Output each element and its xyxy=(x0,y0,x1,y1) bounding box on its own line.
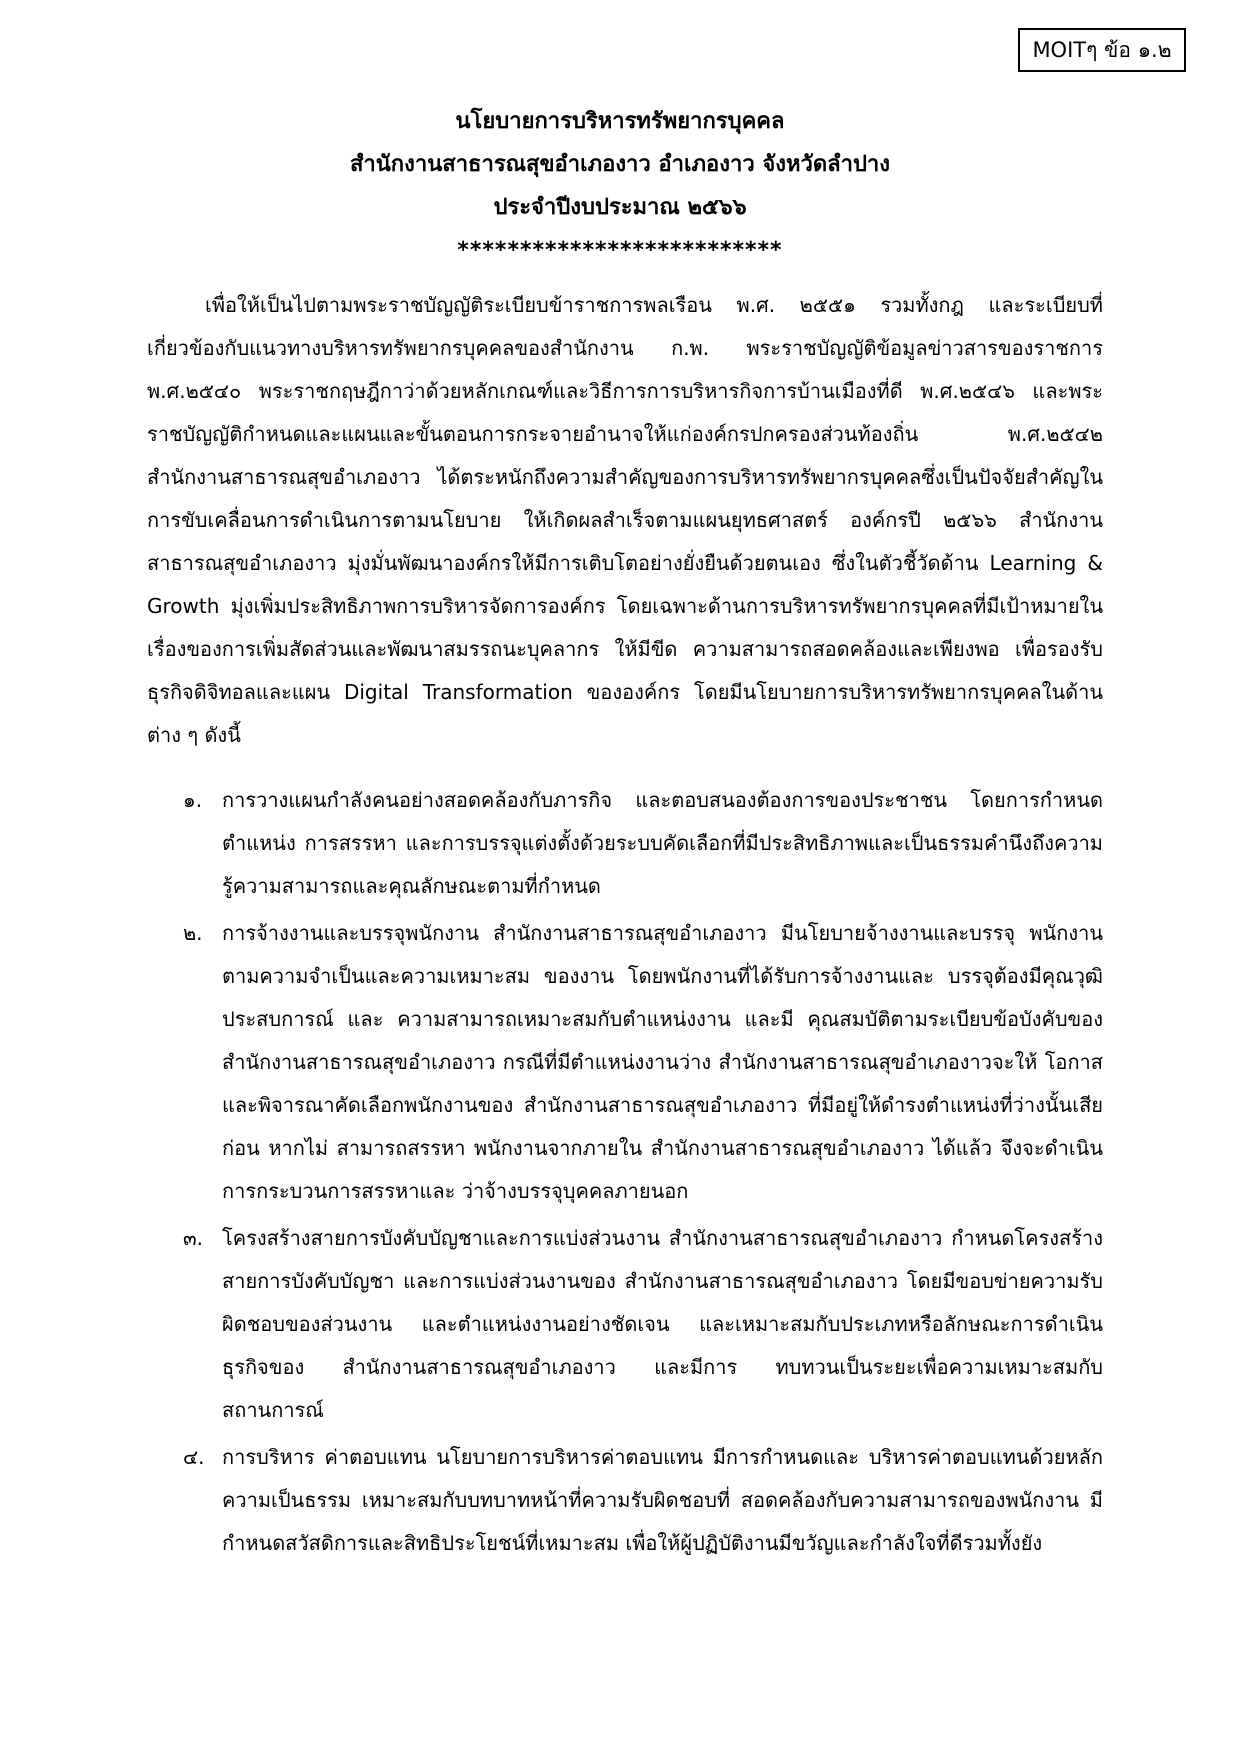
list-item-number: ๒. xyxy=(183,921,203,945)
title-separator: ************************** xyxy=(457,238,783,263)
list-item-text: การจ้างงานและบรรจุพนักงาน สำนักงานสาธารณสุขอำเภองาว มีนโยบายจ้างงานและบรรจุ พนักงานตามความจำเป็นและความเหมาะสม ของงาน โดยพนักงานที่ได้รับการจ้างงานและ บรรจุต้องมีคุณวุฒิประสบการณ์ และ ความสามารถเหมาะสมกับตำแหน่งงาน และมี คุณสมบัติตามระเบียบข้อบังคับของ สำนักงานสาธารณสุขอำเภองาว กรณีที่มีตำแหน่งงานว่าง สำนักงานสาธารณสุขอำเภองาวจะให้ โอกาส และพิจารณาคัดเลือกพนักงานของ สำนักงานสาธารณสุขอำเภองาว ที่มีอยู่ให้ดำรงตำแหน่งที่ว่างนั้นเสียก่อน หากไม่ สามารถสรรหา พนักงานจากภายใน สำนักงานสาธารณสุขอำเภองาว ได้แล้ว จึงจะดำเนินการกระบวนการสรรหาและ ว่าจ้างบรรจุบุคคลภายนอก xyxy=(222,921,1103,1203)
document-ref-code: MOITๆ ข้อ ๑.๒ xyxy=(1018,28,1186,72)
title-line-1: นโยบายการบริหารทรัพยากรบุคคล xyxy=(455,109,785,134)
list-item-text: การบริหาร ค่าตอบแทน นโยบายการบริหารค่าตอบแทน มีการกำหนดและ บริหารค่าตอบแทนด้วยหลักความเป็นธรรม เหมาะสมกับบทบาทหน้าที่ความรับผิดชอบที่ สอดคล้องกับความสามารถของพนักงาน มีกำหนดสวัสดิการและสิทธิประโยชน์ที่เหมาะสม เพื่อให้ผู้ปฏิบัติงานมีขวัญและกำลังใจที่ดีรวมทั้งยัง xyxy=(222,1445,1103,1555)
policy-list xyxy=(147,779,1103,1565)
list-item xyxy=(147,1217,1103,1432)
list-item-number: ๑. xyxy=(183,788,203,812)
list-item-number: ๔. xyxy=(183,1445,205,1469)
list-item xyxy=(147,912,1103,1213)
list-item xyxy=(147,1436,1103,1565)
document-body xyxy=(147,284,1103,1569)
list-item xyxy=(147,779,1103,908)
list-item-number: ๓. xyxy=(183,1226,204,1250)
title-line-3: ประจำปีงบประมาณ ๒๕๖๖ xyxy=(493,195,747,220)
list-item-text: โครงสร้างสายการบังคับบัญชาและการแบ่งส่วนงาน สำนักงานสาธารณสุขอำเภองาว กำหนดโครงสร้างสายการบังคับบัญชา และการแบ่งส่วนงานของ สำนักงานสาธารณสุขอำเภองาว โดยมีขอบข่ายความรับผิดชอบของส่วนงาน และตำแหน่งงานอย่างชัดเจน และเหมาะสมกับประเภทหรือลักษณะการดำเนินธุรกิจของ สำนักงานสาธารณสุขอำเภองาว และมีการ ทบทวนเป็นระยะเพื่อความเหมาะสมกับสถานการณ์ xyxy=(222,1226,1103,1422)
document-header xyxy=(0,100,1240,272)
title-line-2: สำนักงานสาธารณสุขอำเภองาว อำเภองาว จังหวัดลำปาง xyxy=(349,152,891,177)
intro-paragraph: เพื่อให้เป็นไปตามพระราชบัญญัติระเบียบข้าราชการพลเรือน พ.ศ. ๒๕๕๑ รวมทั้งกฎ และระเบียบที่เกี่ยวข้องกับแนวทางบริหารทรัพยากรบุคคลของสำนักงาน ก.พ. พระราชบัญญัติข้อมูลข่าวสารของราชการ พ.ศ.๒๕๔๐ พระราชกฤษฎีกาว่าด้วยหลักเกณฑ์และวิธีการการบริหารกิจการบ้านเมืองที่ดี พ.ศ.๒๕๔๖ และพระราชบัญญัติกำหนดและแผนและขั้นตอนการกระจายอำนาจให้แก่องค์กรปกครองส่วนท้องถิ่น พ.ศ.๒๕๔๒ สำนักงานสาธารณสุขอำเภองาว ได้ตระหนักถึงความสำคัญของการบริหารทรัพยากรบุคคลซึ่งเป็นปัจจัยสำคัญในการขับเคลื่อนการดำเนินการตามนโยบาย ให้เกิดผลสำเร็จตามแผนยุทธศาสตร์ องค์กรปี ๒๕๖๖ สำนักงานสาธารณสุขอำเภองาว มุ่งมั่นพัฒนาองค์กรให้มีการเติบโตอย่างยั่งยืนด้วยตนเอง ซึ่งในตัวชี้วัดด้าน Learning & Growth มุ่งเพิ่มประสิทธิภาพการบริหารจัดการองค์กร โดยเฉพาะด้านการบริหารทรัพยากรบุคคลที่มีเป้าหมายในเรื่องของการเพิ่มสัดส่วนและพัฒนาสมรรถนะบุคลากร ให้มีขีด ความสามารถสอดคล้องและเพียงพอ เพื่อรองรับธุรกิจดิจิทอลและแผน Digital Transformation ขององค์กร โดยมีนโยบายการบริหารทรัพยากรบุคคลในด้านต่าง ๆ ดังนี้ xyxy=(147,293,1103,747)
list-item-text: การวางแผนกำลังคนอย่างสอดคล้องกับภารกิจ และตอบสนองต้องการของประชาชน โดยการกำหนดตำแหน่ง การสรรหา และการบรรจุแต่งตั้งด้วยระบบคัดเลือกที่มีประสิทธิภาพและเป็นธรรมคำนึงถึงความรู้ความสามารถและคุณลักษณะตามที่กำหนด xyxy=(222,788,1103,898)
